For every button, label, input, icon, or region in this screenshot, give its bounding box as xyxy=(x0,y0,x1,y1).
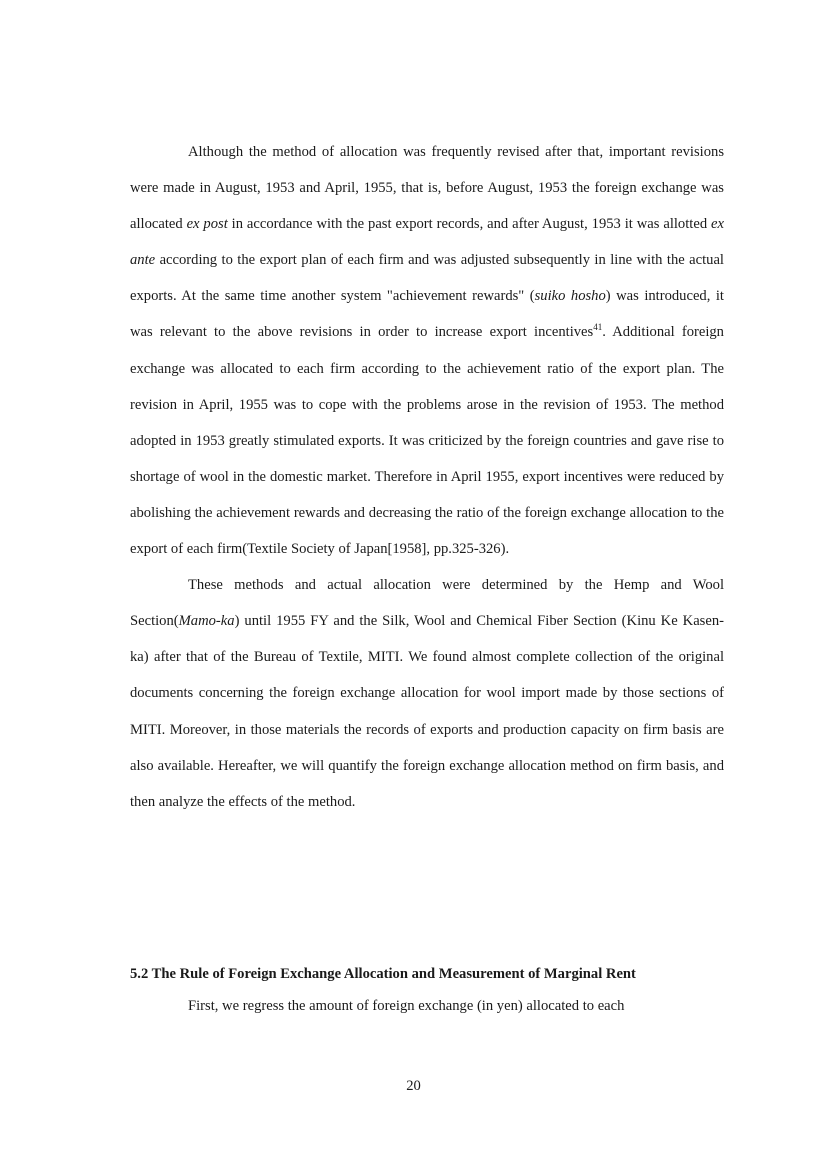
paragraph-miti-sections xyxy=(130,567,724,820)
term-ex-post: ex post xyxy=(186,216,228,233)
section-heading: 5.2 The Rule of Foreign Exchange Allocation and Measurement of Marginal Rent xyxy=(130,966,636,982)
term-suiko-hosho: suiko hosho xyxy=(534,288,606,305)
term-mamo-ka: Mamo-ka xyxy=(178,613,235,630)
text-segment: . Additional foreign exchange was allocated to each firm according to the achievement ratio of the export plan. The revision in April, 1955 was to cope with the problems arose in the revision of 1953. The method adopted in 1953 greatly stimulated exports. It was criticized by the foreign countries and gave rise to shortage of wool in the domestic market. Therefore in April 1955, export incentives were reduced by abolishing the achievement rewards and decreasing the ratio of the foreign exchange allocation to the export of each firm(Textile Society of Japan[1958], pp.325-326). xyxy=(130,324,724,558)
paragraph-regression: First, we regress the amount of foreign exchange (in yen) allocated to each xyxy=(188,998,625,1014)
footnote-marker: 41 xyxy=(593,322,603,333)
text-segment: according to the export plan of each firm and was adjusted subsequently in line with the actual exports. At the same time another system "achievement rewards" ( xyxy=(130,252,724,305)
term-ex-ante: ex ante xyxy=(130,216,724,269)
text-segment: These methods and actual allocation were determined by the Hemp and Wool Section( xyxy=(130,577,724,630)
body-text xyxy=(130,134,724,820)
text-segment: in accordance with the past export records, and after August, 1953 it was allotted xyxy=(227,216,712,233)
text-segment: ) was introduced, it was relevant to the above revisions in order to increase export incentives xyxy=(130,288,724,341)
page-number: 20 xyxy=(406,1078,421,1094)
text-segment: ) until 1955 FY and the Silk, Wool and Chemical Fiber Section (Kinu Ke Kasen-ka) after that of the Bureau of Textile, MITI. We found almost complete collection of the original documents concerning the foreign exchange allocation for wool import made by those sections of MITI. Moreover, in those materials the records of exports and production capacity on firm basis are also available. Hereafter, we will quantify the foreign exchange allocation method on firm basis, and then analyze the effects of the method. xyxy=(130,613,724,810)
body-text-continued xyxy=(130,988,724,1024)
text-segment: Although the method of allocation was frequently revised after that, important revisions were made in August, 1953 and April, 1955, that is, before August, 1953 the foreign exchange was allocated xyxy=(130,144,724,233)
paragraph-allocation-revisions xyxy=(130,134,724,567)
